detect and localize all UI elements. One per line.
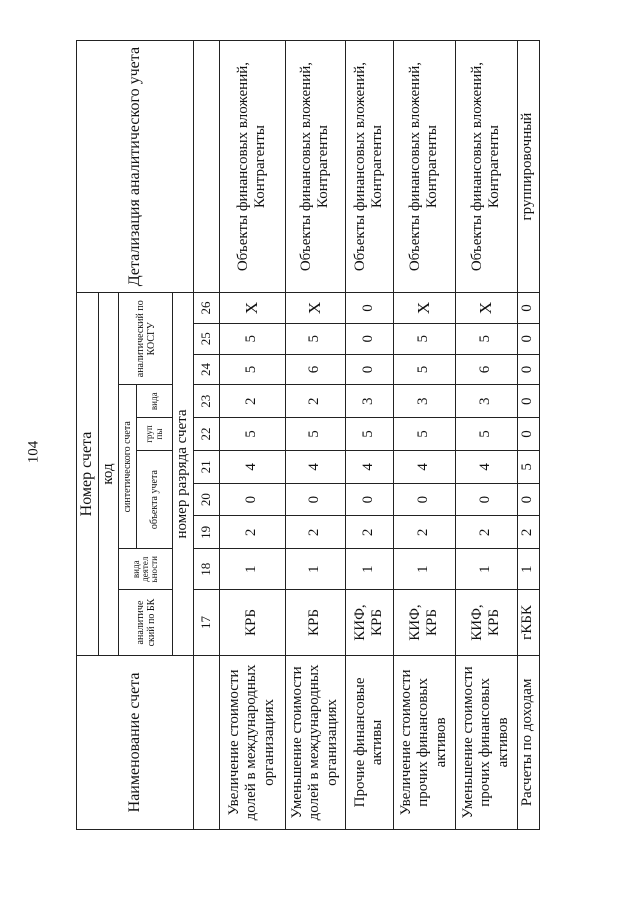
digit-label: 26 — [193, 293, 219, 324]
page-number: 104 — [25, 440, 42, 464]
digit-cell: 6 — [455, 354, 517, 385]
analytical-bk-cell: КРБ — [219, 590, 285, 656]
digit-label: 24 — [193, 354, 219, 385]
header-analytical-bk: аналитиче ский по БК — [119, 590, 173, 656]
digit-cell: 2 — [285, 516, 345, 549]
digit-cell: 3 — [455, 385, 517, 418]
header-synthetic: синтетического счета — [119, 385, 137, 549]
digit-cell: 0 — [345, 293, 393, 324]
digit-label: 22 — [193, 418, 219, 451]
detail-cell: Объекты финансовых вложений, Контрагенты — [393, 41, 455, 293]
digit-label: 21 — [193, 450, 219, 483]
digit-cell: 4 — [393, 450, 455, 483]
activity-cell: 1 — [517, 549, 539, 590]
activity-cell: 1 — [219, 549, 285, 590]
digit-cell: 0 — [285, 483, 345, 516]
account-name-cell: Увеличение стоимости долей в международных организациях — [219, 655, 285, 829]
account-name-cell: Расчеты по доходам — [517, 655, 539, 829]
header-activity-type: вида деятел ьности — [119, 549, 173, 590]
accounts-table — [76, 40, 540, 830]
digit-cell: 5 — [393, 354, 455, 385]
header-digit-number: номер разряда счета — [173, 293, 193, 656]
header-code: код — [99, 293, 119, 656]
digit-cell: 4 — [455, 450, 517, 483]
table-row — [517, 41, 539, 830]
digit-cell: 5 — [455, 418, 517, 451]
digit-cell: X — [285, 293, 345, 324]
table-row — [219, 41, 285, 830]
account-name-cell: Прочие финансовые активы — [345, 655, 393, 829]
digit-label: 25 — [193, 323, 219, 354]
digit-spacer — [193, 41, 219, 293]
digit-label: 19 — [193, 516, 219, 549]
analytical-bk-cell: КИФ, КРБ — [393, 590, 455, 656]
digit-cell: 0 — [345, 354, 393, 385]
digit-cell: 6 — [285, 354, 345, 385]
digit-cell: 2 — [345, 516, 393, 549]
digit-cell: 3 — [345, 385, 393, 418]
digit-cell: 5 — [219, 323, 285, 354]
digit-cell: 0 — [393, 483, 455, 516]
digit-cell: 0 — [219, 483, 285, 516]
digit-cell: 5 — [345, 418, 393, 451]
rotated-page-content — [76, 40, 536, 830]
digit-cell: 4 — [345, 450, 393, 483]
digit-cell: X — [219, 293, 285, 324]
digit-cell: 2 — [393, 516, 455, 549]
table-row — [285, 41, 345, 830]
detail-cell: Объекты финансовых вложений, Контрагенты — [455, 41, 517, 293]
digit-cell: 5 — [285, 418, 345, 451]
digit-label: 18 — [193, 549, 219, 590]
activity-cell: 1 — [285, 549, 345, 590]
digit-cell: 0 — [517, 323, 539, 354]
digit-cell: 0 — [517, 354, 539, 385]
digit-cell: 5 — [285, 323, 345, 354]
digit-cell: 0 — [455, 483, 517, 516]
detail-cell: Объекты финансовых вложений, Контрагенты — [345, 41, 393, 293]
header-account-name: Наименование счета — [77, 655, 194, 829]
digit-cell: 5 — [455, 323, 517, 354]
digit-spacer — [193, 655, 219, 829]
digit-cell: 0 — [517, 385, 539, 418]
digit-cell: 5 — [517, 450, 539, 483]
activity-cell: 1 — [455, 549, 517, 590]
digit-cell: 0 — [345, 323, 393, 354]
account-name-cell: Уменьшение стоимости прочих финансовых активов — [455, 655, 517, 829]
header-accounting-object: объекта учета — [137, 450, 173, 548]
account-name-cell: Увеличение стоимости прочих финансовых активов — [393, 655, 455, 829]
header-kind: вида — [137, 385, 173, 418]
digit-cell: X — [455, 293, 517, 324]
digit-cell: 2 — [219, 385, 285, 418]
digit-cell: 5 — [393, 418, 455, 451]
digit-cell: 3 — [393, 385, 455, 418]
detail-cell: группировочный — [517, 41, 539, 293]
digit-label: 17 — [193, 590, 219, 656]
digit-cell: 5 — [393, 323, 455, 354]
digit-cell: 2 — [517, 516, 539, 549]
digit-cell: 0 — [517, 293, 539, 324]
header-group: груп пы — [137, 418, 173, 451]
digit-cell: 4 — [219, 450, 285, 483]
activity-cell: 1 — [345, 549, 393, 590]
header-analytical-kosgu: аналитический по КОСГУ — [119, 293, 173, 385]
table-row — [455, 41, 517, 830]
table-row — [393, 41, 455, 830]
digit-cell: 4 — [285, 450, 345, 483]
account-name-cell: Уменьшение стоимости долей в международных организациях — [285, 655, 345, 829]
analytical-bk-cell: гКБК — [517, 590, 539, 656]
header-detail: Детализация аналитического учета — [77, 41, 194, 293]
header-account-number: Номер счета — [77, 293, 99, 656]
digit-cell: 2 — [285, 385, 345, 418]
digit-cell: 2 — [219, 516, 285, 549]
analytical-bk-cell: КИФ, КРБ — [455, 590, 517, 656]
digit-cell: 0 — [345, 483, 393, 516]
table-row — [345, 41, 393, 830]
digit-cell: X — [393, 293, 455, 324]
digit-cell: 5 — [219, 354, 285, 385]
digit-cell: 2 — [455, 516, 517, 549]
analytical-bk-cell: КРБ — [285, 590, 345, 656]
detail-cell: Объекты финансовых вложений, Контрагенты — [285, 41, 345, 293]
analytical-bk-cell: КИФ, КРБ — [345, 590, 393, 656]
digit-label: 20 — [193, 483, 219, 516]
digit-cell: 5 — [219, 418, 285, 451]
detail-cell: Объекты финансовых вложений, Контрагенты — [219, 41, 285, 293]
digit-cell: 0 — [517, 418, 539, 451]
activity-cell: 1 — [393, 549, 455, 590]
digit-label: 23 — [193, 385, 219, 418]
digit-cell: 0 — [517, 483, 539, 516]
